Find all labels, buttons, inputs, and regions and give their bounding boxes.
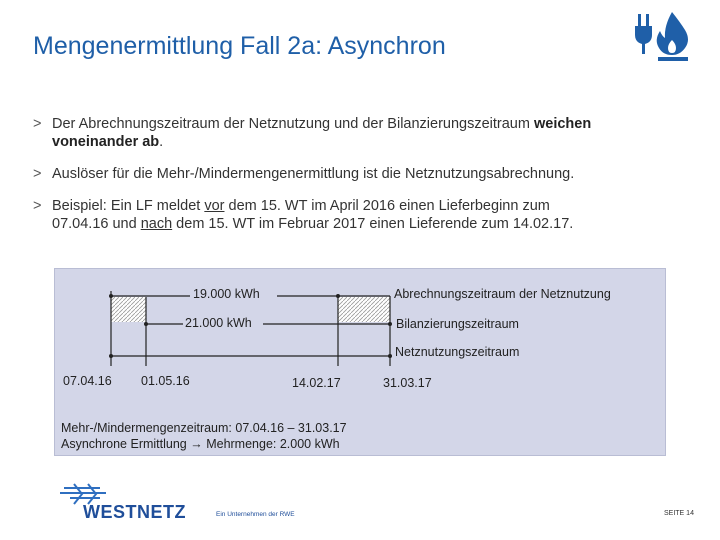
bullet-list	[33, 115, 693, 247]
marker-bilanz-end	[388, 322, 392, 326]
bullet-2	[33, 165, 693, 183]
brand-tagline: Ein Unternehmen der RWE	[216, 511, 295, 518]
date-label: 14.02.17	[292, 376, 341, 390]
gas-flame-icon	[657, 12, 688, 61]
bullet-emphasis: weichen	[533, 116, 592, 132]
bullet-1	[33, 115, 693, 151]
timeline-diagram	[54, 268, 666, 456]
marker-netz-start	[109, 354, 113, 358]
bullet-underlined: vor	[204, 198, 225, 214]
date-label: 07.04.16	[63, 374, 112, 388]
bullet-marker: >	[33, 116, 42, 132]
bullet-emphasis: voneinander ab	[52, 134, 160, 150]
bullet-marker: >	[33, 166, 42, 182]
bullet-text: .	[159, 134, 164, 150]
marker-start	[109, 294, 113, 298]
quantity-21000: 21.000 kWh	[185, 316, 252, 330]
arrow-right-icon: →	[190, 437, 203, 451]
quantity-19000: 19.000 kWh	[193, 287, 260, 301]
summary-text: Asynchrone Ermittlung	[61, 437, 191, 451]
bullet-text: dem 15. WT im Februar 2017 einen Lieferende zum 14.02.17.	[172, 216, 574, 232]
bullet-underlined: nach	[140, 216, 173, 232]
marker-bilanz-start	[144, 322, 148, 326]
summary-result	[61, 437, 340, 451]
marker-netz-end	[388, 354, 392, 358]
label-bilanzierungszeitraum: Bilanzierungszeitraum	[396, 317, 519, 331]
bullet-text: dem 15. WT im April 2016 einen Lieferbeginn zum	[224, 198, 550, 214]
date-label: 31.03.17	[383, 376, 432, 390]
date-label: 01.05.16	[141, 374, 190, 388]
brand-name: WESTNETZ	[83, 502, 186, 522]
summary-period: Mehr-/Mindermengenzeitraum: 07.04.16 – 31.03.17	[61, 421, 347, 435]
bullet-marker: >	[33, 198, 42, 214]
power-plug-icon	[635, 14, 652, 54]
bullet-text: Beispiel: Ein LF meldet	[52, 198, 205, 214]
bullet-text: 07.04.16 und	[52, 216, 141, 232]
hatched-gap-end	[338, 297, 390, 322]
bullet-text: Auslöser für die Mehr-/Mindermengenermittlung ist die Netznutzungsabrechnung.	[52, 166, 575, 182]
label-abrechnungszeitraum: Abrechnungszeitraum der Netznutzung	[394, 287, 611, 301]
power-gas-icon	[634, 10, 692, 62]
slide-title: Mengenermittlung Fall 2a: Asynchron	[33, 32, 446, 60]
bullet-3	[33, 197, 693, 233]
bullet-text: Der Abrechnungszeitraum der Netznutzung und der Bilanzierungszeitraum	[52, 116, 534, 132]
marker-end	[336, 294, 340, 298]
hatched-gap-start	[111, 297, 146, 322]
page-number: SEITE 14	[664, 510, 694, 517]
summary-text: Mehrmenge: 2.000 kWh	[202, 437, 340, 451]
label-netznutzungszeitraum: Netznutzungszeitraum	[395, 345, 520, 359]
